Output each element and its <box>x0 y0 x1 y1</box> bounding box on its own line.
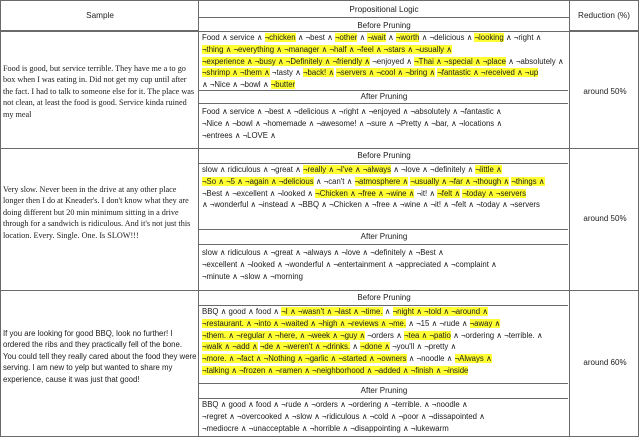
logic-term: ¬excellent ∧ ¬looked ∧ ¬wonderful ∧ ¬entertainment ∧ ¬appreciated ∧ ¬complaint ∧ <box>202 259 497 269</box>
logic-term: ∧ ¬wonderful ∧ ¬instead ∧ ¬BBQ ∧ ¬Chicken ∧ ¬free ∧ ¬wine ∧ ¬it! ∧ <box>202 200 449 210</box>
highlighted-term: ¬restaurant. ∧ ¬into ∧ ¬waited ∧ ¬high ∧ ¬reviews ∧ ¬me. <box>202 318 407 328</box>
highlighted-term: ¬usually ∧ ¬far ∧ ¬though ∧ <box>410 176 510 186</box>
after-pruning-label-1 <box>199 90 569 103</box>
logic-term: ¬enjoyed ∧ <box>372 56 412 66</box>
logic-term: BBQ ∧ good ∧ food ∧ <box>202 307 279 316</box>
reduction-2: around 50% <box>583 214 627 223</box>
highlighted-term: ¬thing ∧ ¬everything ∧ ¬manager ∧ ¬half ∧ ¬feel ∧ ¬stars ∧ ¬usually ∧ <box>202 44 452 54</box>
before-pruning-text: Before Pruning <box>357 151 411 160</box>
logic-term: ∧ ¬delicious ∧ <box>421 33 473 42</box>
logic-term: ∧ <box>384 307 391 316</box>
logic-term: ∧ <box>352 342 358 352</box>
before-pruning-text: Before Pruning <box>357 293 411 302</box>
logic-term: ¬it! ∧ <box>416 188 436 198</box>
logic-term: ¬minute ∧ ¬slow ∧ ¬morning <box>202 271 303 281</box>
highlighted-term: ¬de ∧ ¬weren't ∧ ¬drinks. <box>259 342 351 352</box>
logic-term: ∧ <box>387 33 394 42</box>
highlighted-term: ¬fantastic ∧ ¬received ∧ ¬up <box>437 68 539 78</box>
highlighted-term: ¬I ∧ ¬wasn't ∧ ¬last ∧ ¬time. <box>281 307 383 316</box>
logic-term: slow ∧ ridiculous ∧ ¬great ∧ <box>202 165 301 174</box>
logic-before-3 <box>202 306 567 381</box>
logic-after-2 <box>202 247 567 287</box>
highlighted-term: ¬experience ∧ ¬busy ∧ ¬Definitely ∧ ¬friendly ∧ <box>202 56 371 66</box>
highlighted-term: ¬really ∧ ¬I've ∧ ¬always <box>302 165 392 174</box>
highlighted-term: ¬back! ∧ <box>303 68 335 78</box>
highlighted-term: ¬more. ∧ ¬fact ∧ ¬Nothing ∧ ¬garlic ∧ ¬started ∧ ¬owners <box>202 354 407 364</box>
highlighted-term: ¬So ∧ ¬5 ∧ ¬again ∧ ¬delicious <box>202 176 314 186</box>
header-reduction <box>569 1 639 31</box>
highlighted-term: ¬things ∧ <box>511 176 545 186</box>
highlighted-term: ¬talking ∧ ¬frozen ∧ ¬ramen ∧ ¬neighborhood ∧ ¬added ∧ ¬finish ∧ ¬inside <box>202 365 469 375</box>
highlighted-term: ¬wait <box>367 33 386 42</box>
logic-term: ∧ ¬15 ∧ ¬rude ∧ <box>408 318 468 328</box>
highlighted-term: ¬Chicken ∧ ¬free ∧ ¬wine ∧ <box>315 188 415 198</box>
column-divider-1 <box>198 1 199 436</box>
highlighted-term: ¬chicken <box>264 33 296 42</box>
highlighted-term: ¬other <box>334 33 358 42</box>
header-reduction-label: Reduction (%) <box>578 11 630 20</box>
before-pruning-label-1 <box>199 17 569 32</box>
after-pruning-label-3 <box>199 384 569 397</box>
logic-before-2 <box>202 164 567 226</box>
logic-term: ¬tasty ∧ <box>271 68 301 78</box>
highlighted-term: ¬Always ∧ <box>454 354 492 364</box>
header-logic-label: Propositional Logic <box>349 4 419 14</box>
subdivider-2c <box>199 244 568 245</box>
logic-term: ∧ ¬absolutely ∧ <box>508 56 564 66</box>
highlighted-term: ¬butter <box>270 80 296 90</box>
sample-text-3: If you are looking for good BBQ, look no further! I ordered the ribs and they practically fell of the bone. You could tell they really cared about the food they were serving. I am new to yelp but wanted to share my experience, cause it was just that good! <box>3 329 197 384</box>
logic-term: ¬Nice ∧ ¬bowl ∧ ¬homemade ∧ ¬awesome! ∧ ¬sure ∧ ¬Pretty ∧ ¬bar, ∧ ¬locations ∧ <box>202 118 503 128</box>
subdivider-1b <box>199 103 568 104</box>
after-pruning-text: After Pruning <box>360 386 408 395</box>
highlighted-term: ¬looking <box>474 33 504 42</box>
logic-term: slow ∧ ridiculous ∧ ¬great ∧ ¬always ∧ ¬love ∧ ¬definitely ∧ ¬Best ∧ <box>202 248 444 257</box>
highlighted-term: ¬them. ∧ ¬regular ∧ ¬here, ∧ ¬week ∧ ¬guy ∧ <box>202 330 366 340</box>
header-sample <box>1 1 199 31</box>
logic-term: ¬felt ∧ ¬today ∧ ¬servers <box>451 200 540 210</box>
logic-term: ∧ ¬ordering ∧ <box>453 330 502 340</box>
header-sample-label: Sample <box>86 11 114 20</box>
logic-term: ¬terrible. ∧ <box>504 330 543 340</box>
before-pruning-label-3 <box>199 291 569 304</box>
logic-term: ∧ ¬right ∧ <box>505 33 542 42</box>
highlighted-term: ¬worth <box>395 33 420 42</box>
logic-term: ¬regret ∧ ¬overcooked ∧ ¬slow ∧ ¬ridiculous ∧ ¬cold ∧ ¬poor ∧ ¬dissapointed ∧ <box>202 411 485 421</box>
logic-term: ¬entrees ∧ ¬LOVE ∧ <box>202 130 276 140</box>
reduction-3: around 60% <box>583 358 627 367</box>
reduction-1: around 50% <box>583 87 627 96</box>
logic-term: ¬Best ∧ ¬excellent ∧ ¬looked ∧ <box>202 188 313 198</box>
highlighted-term: ¬away ∧ <box>469 318 501 328</box>
highlighted-term: ¬Thai ∧ ¬special ∧ ¬place <box>414 56 506 66</box>
after-pruning-label-2 <box>199 230 569 243</box>
logic-term: ∧ ¬Nice ∧ ¬bowl ∧ <box>202 80 269 90</box>
logic-term: BBQ ∧ good ∧ food ∧ ¬rude ∧ ¬orders ∧ ¬ordering ∧ ¬terrible. ∧ ¬noodle ∧ <box>202 400 468 409</box>
highlighted-term: ¬felt ∧ <box>437 188 461 198</box>
highlighted-term: ¬today ∧ ¬servers <box>462 188 527 198</box>
highlighted-term: ¬done ∧ <box>360 342 390 352</box>
highlighted-term: ¬walk ∧ ¬add ∧ <box>202 342 258 352</box>
column-divider-2 <box>569 1 570 436</box>
header-logic <box>199 1 569 17</box>
after-pruning-text: After Pruning <box>360 92 408 101</box>
highlighted-term: ¬night ∧ ¬told ∧ ¬around ∧ <box>392 307 488 316</box>
logic-before-1 <box>202 32 567 90</box>
logic-term: ¬mediocre ∧ ¬unacceptable ∧ ¬horrible ∧ ¬disappointing ∧ ¬lukewarm <box>202 423 449 433</box>
logic-term: Food ∧ <box>202 33 228 42</box>
logic-after-1 <box>202 106 567 146</box>
logic-term: Food ∧ service ∧ ¬best ∧ ¬delicious ∧ ¬right ∧ ¬enjoyed ∧ ¬absolutely ∧ ¬fantastic ∧ <box>202 107 502 116</box>
logic-term: ∧ ¬love ∧ ¬definitely ∧ <box>393 165 474 174</box>
logic-term: ∧ ¬can't ∧ <box>315 176 353 186</box>
logic-term: ∧ ¬noodle ∧ <box>408 354 453 364</box>
sample-text-2: Very slow. Never been in the drive at any other place longer then I do at Kneader's. I don't know what they are doing different but 20 min minimum sitting in a drive through for a sandwich is ridiculous. And it's not just this location. Every. Single. One. Is SLOW!!! <box>3 185 191 240</box>
logic-term: ∧ <box>359 33 366 42</box>
logic-term: ¬you'll ∧ ¬pretty ∧ <box>392 342 457 352</box>
highlighted-term: ¬shrimp ∧ ¬them ∧ <box>202 68 270 78</box>
logic-term: ∧ ¬best ∧ <box>297 33 333 42</box>
before-pruning-text: Before Pruning <box>357 20 411 30</box>
before-pruning-label-2 <box>199 149 569 162</box>
logic-term: ¬orders ∧ <box>367 330 402 340</box>
highlighted-term: ¬atmosphere ∧ <box>354 176 409 186</box>
logic-term: service ∧ <box>229 33 263 42</box>
sample-text-1: Food is good, but service terrible. They have me a to go box when I was eating in. Did not get my cup until after the fact. I had to talk to someone else for it. The place was not clean, at least the food is good. Service kinda ruined my meal <box>3 64 195 119</box>
highlighted-term: ¬little ∧ <box>475 165 502 174</box>
highlighted-term: ¬servers ∧ ¬cool ∧ ¬bring ∧ <box>336 68 436 78</box>
logic-after-3 <box>202 399 567 437</box>
after-pruning-text: After Pruning <box>360 232 408 241</box>
highlighted-term: ¬tea ∧ ¬patio <box>404 330 451 340</box>
